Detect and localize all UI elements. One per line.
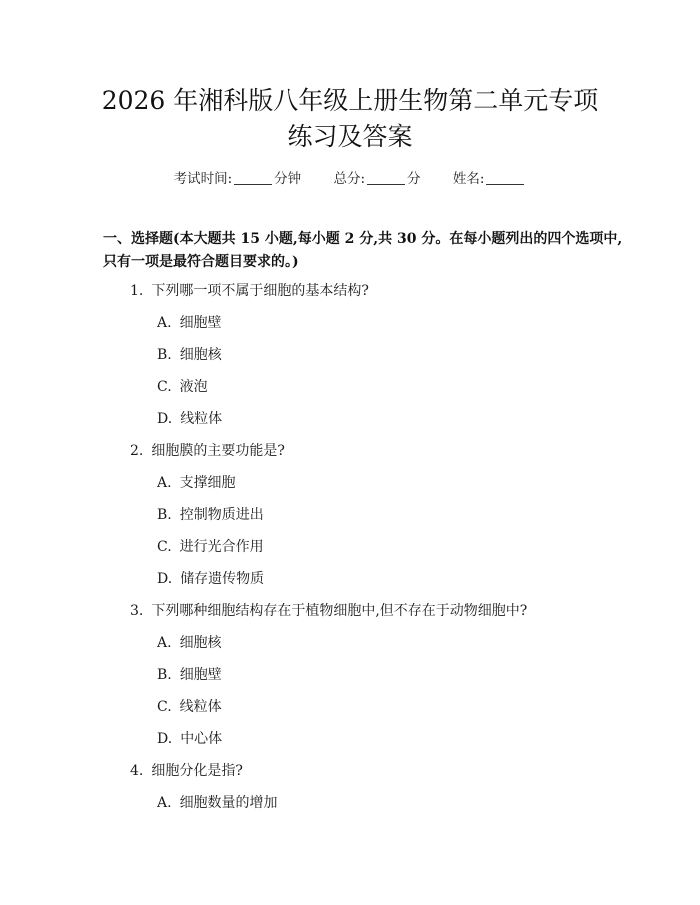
option-text: 细胞壁 [179, 667, 222, 683]
option-2-a [157, 473, 236, 493]
question-2 [130, 441, 285, 461]
total-score [333, 171, 420, 187]
option-1-d [157, 409, 222, 429]
total-score-label: 总分: [333, 171, 366, 187]
question-number: 4. [130, 763, 144, 779]
option-letter: A. [157, 475, 172, 491]
exam-info [0, 167, 700, 187]
question-1 [130, 281, 369, 301]
question-4 [130, 761, 243, 781]
option-2-b [157, 505, 264, 525]
option-1-c [157, 377, 208, 397]
question-text: 细胞分化是指? [151, 763, 243, 779]
option-letter: B. [157, 507, 172, 523]
option-text: 进行光合作用 [179, 539, 264, 555]
option-letter: B. [157, 667, 172, 683]
option-text: 细胞核 [179, 347, 222, 363]
option-letter: A. [157, 315, 172, 331]
option-3-a [157, 633, 222, 653]
total-score-unit: 分 [407, 171, 421, 187]
document-title-line-2: 练习及答案 [287, 122, 413, 151]
exam-time-unit: 分钟 [274, 171, 302, 187]
question-text: 下列哪一项不属于细胞的基本结构? [151, 283, 369, 299]
option-text: 中心体 [180, 731, 223, 747]
student-name [453, 171, 527, 187]
question-number: 1. [130, 283, 144, 299]
student-name-label: 姓名: [452, 171, 485, 187]
option-2-d [157, 569, 264, 589]
total-score-blank [367, 184, 405, 185]
option-text: 储存遗传物质 [180, 571, 265, 587]
student-name-blank [486, 184, 524, 185]
option-letter: C. [157, 539, 172, 555]
option-letter: D. [157, 571, 173, 587]
option-text: 细胞数量的增加 [179, 795, 278, 811]
document-title-line-1: 2026 年湘科版八年级上册生物第二单元专项 [101, 86, 599, 115]
option-letter: A. [157, 635, 172, 651]
option-3-c [157, 697, 222, 717]
section-heading: 一、选择题(本大题共 15 小题,每小题 2 分,共 30 分。在每小题列出的四个选项中,只有一项是最符合题目要求的。) [103, 231, 623, 270]
option-letter: D. [157, 731, 173, 747]
option-text: 控制物质进出 [179, 507, 264, 523]
option-3-d [157, 729, 222, 749]
option-letter: B. [157, 347, 172, 363]
option-letter: C. [157, 699, 172, 715]
question-number: 2. [130, 443, 144, 459]
option-2-c [157, 537, 264, 557]
question-number: 3. [130, 603, 144, 619]
option-text: 线粒体 [179, 699, 222, 715]
question-3 [130, 601, 527, 621]
question-text: 下列哪种细胞结构存在于植物细胞中,但不存在于动物细胞中? [151, 603, 528, 619]
option-1-a [157, 313, 222, 333]
option-text: 线粒体 [180, 411, 223, 427]
exam-time-blank [234, 184, 272, 185]
option-text: 细胞核 [179, 635, 222, 651]
exam-time [174, 171, 302, 187]
option-text: 支撑细胞 [179, 475, 236, 491]
option-letter: A. [157, 795, 172, 811]
question-text: 细胞膜的主要功能是? [151, 443, 285, 459]
option-text: 液泡 [179, 379, 208, 395]
option-text: 细胞壁 [179, 315, 222, 331]
option-letter: C. [157, 379, 172, 395]
option-3-b [157, 665, 222, 685]
exam-time-label: 考试时间: [173, 171, 233, 187]
option-4-a [157, 793, 278, 813]
option-letter: D. [157, 411, 173, 427]
option-1-b [157, 345, 222, 365]
